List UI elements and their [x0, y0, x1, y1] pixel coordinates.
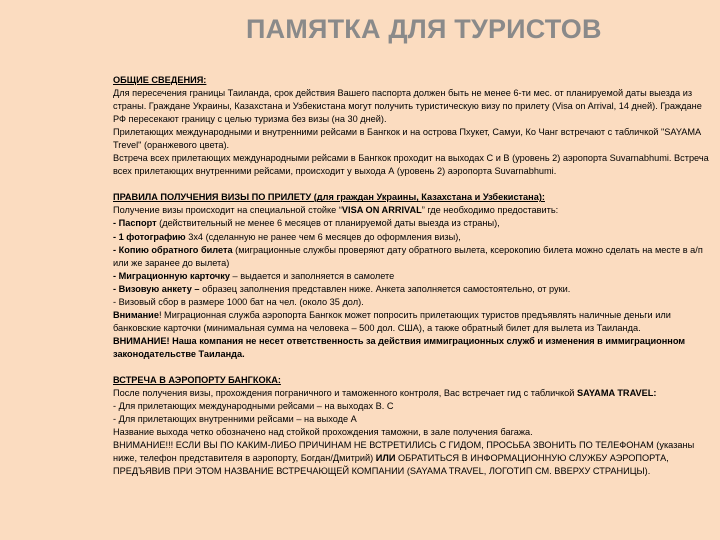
visa-heading: ПРАВИЛА ПОЛУЧЕНИЯ ВИЗЫ ПО ПРИЛЕТУ (для граждан Украины, Казахстана и Узбекистана): [113, 192, 545, 203]
visa-item-ticket: - Копию обратного билета (миграционные службы проверяют дату обратного вылета, ксерокопию билета можно сделать на месте в а/п или же заранее до вылета) [113, 244, 703, 268]
meeting-heading: ВСТРЕЧА В АЭРОПОРТУ БАНГКОКА: [113, 374, 281, 385]
meeting-international: - Для прилетающих международными рейсами – на выходах В. С [113, 401, 394, 412]
visa-item-migration-card: - Миграционную карточку – выдается и заполняется в самолете [113, 270, 395, 281]
memo-body [113, 74, 713, 478]
visa-disclaimer: ВНИМАНИЕ! Наша компания не несет ответственность за действия иммиграционных служб и изменения в иммиграционном законодательстве Таиланда. [113, 335, 686, 359]
page-title: ПАМЯТКА ДЛЯ ТУРИСТОВ [246, 14, 602, 44]
meeting-domestic: - Для прилетающих внутренними рейсами – на выходе А [113, 414, 357, 425]
visa-attention: Внимание! Миграционная служба аэропорта Бангкок может попросить прилетающих туристов предъявлять наличные деньги или банковские карточки (минимальная сумма на человека – 500 дол. США), а также обратный билет для вылета из Таиланда. [113, 309, 671, 333]
visa-item-form: - Визовую анкету – образец заполнения представлен ниже. Анкета заполняется самостоятельно, от руки. [113, 283, 571, 294]
visa-intro: Получение визы происходит на специальной стойке “VISA ON ARRIVAL” где необходимо предоставить: [113, 205, 559, 216]
visa-item-fee: - Визовый сбор в размере 1000 бат на чел. (около 35 дол). [113, 296, 364, 307]
meeting-paragraph: После получения визы, прохождения пограничного и таможенного контроля, Вас встречает гид с табличкой SAYAMA TRAVEL: [113, 388, 657, 399]
visa-item-passport: - Паспорт (действительный не менее 6 месяцев от планируемой даты выезда из страны), [113, 218, 500, 229]
general-paragraph-gates: Встреча всех прилетающих международными рейсами в Бангкок проходит на выходах С и В (уровень 2) аэропорта Suvarnabhumi. Встреча всех прилетающих внутренними рейсами, происходит у выхода А (уровень 2) аэропорта Suvarnabhumi. [113, 153, 709, 177]
general-paragraph-meeting: Прилетающих международными и внутренними рейсами в Бангкок и на острова Пхукет, Самуи, Ко Чанг встречают с табличкой "SAYAMA Trevel" (оранжевого цвета). [113, 127, 701, 151]
meeting-exit-note: Название выхода четко обозначено над стойкой прохождения таможни, в зале получения багажа. [113, 427, 533, 438]
general-heading: ОБЩИЕ СВЕДЕНИЯ: [113, 75, 207, 85]
visa-item-photo: - 1 фотографию 3х4 (сделанную не ранее чем 6 месяцев до оформления визы), [113, 231, 461, 242]
general-paragraph-visa: Для пересечения границы Таиланда, срок действия Вашего паспорта должен быть не менее 6-ти мес. от планируемой даты выезда из страны. Граждане Украины, Казахстана и Узбекистана могут получить туристическую визу по прилету (Visa on Arrival, 14 дней). Граждане РФ пересекают границу с целью туризма без визы (на 30 дней). [113, 88, 702, 125]
meeting-warning: ВНИМАНИЕ!!! ЕСЛИ ВЫ ПО КАКИМ-ЛИБО ПРИЧИНАМ НЕ ВСТРЕТИЛИСЬ С ГИДОМ, ПРОСЬБА ЗВОНИТЬ ПО ТЕЛЕФОНАМ (указаны ниже, телефон представителя в аэропорту, Богдан/Дмитрий) ИЛИ ОБРАТИТЬСЯ В ИНФОРМАЦИОННУЮ СЛУЖБУ АЭРОПОРТА, ПРЕДЪЯВИВ ПРИ ЭТОМ НАЗВАНИЕ ВСТРЕЧАЮЩЕЙ КОМПАНИИ (SAYAMA TRAVEL, ЛОГОТИП СМ. ВВЕРХУ СТРАНИЦЫ). [113, 440, 695, 477]
